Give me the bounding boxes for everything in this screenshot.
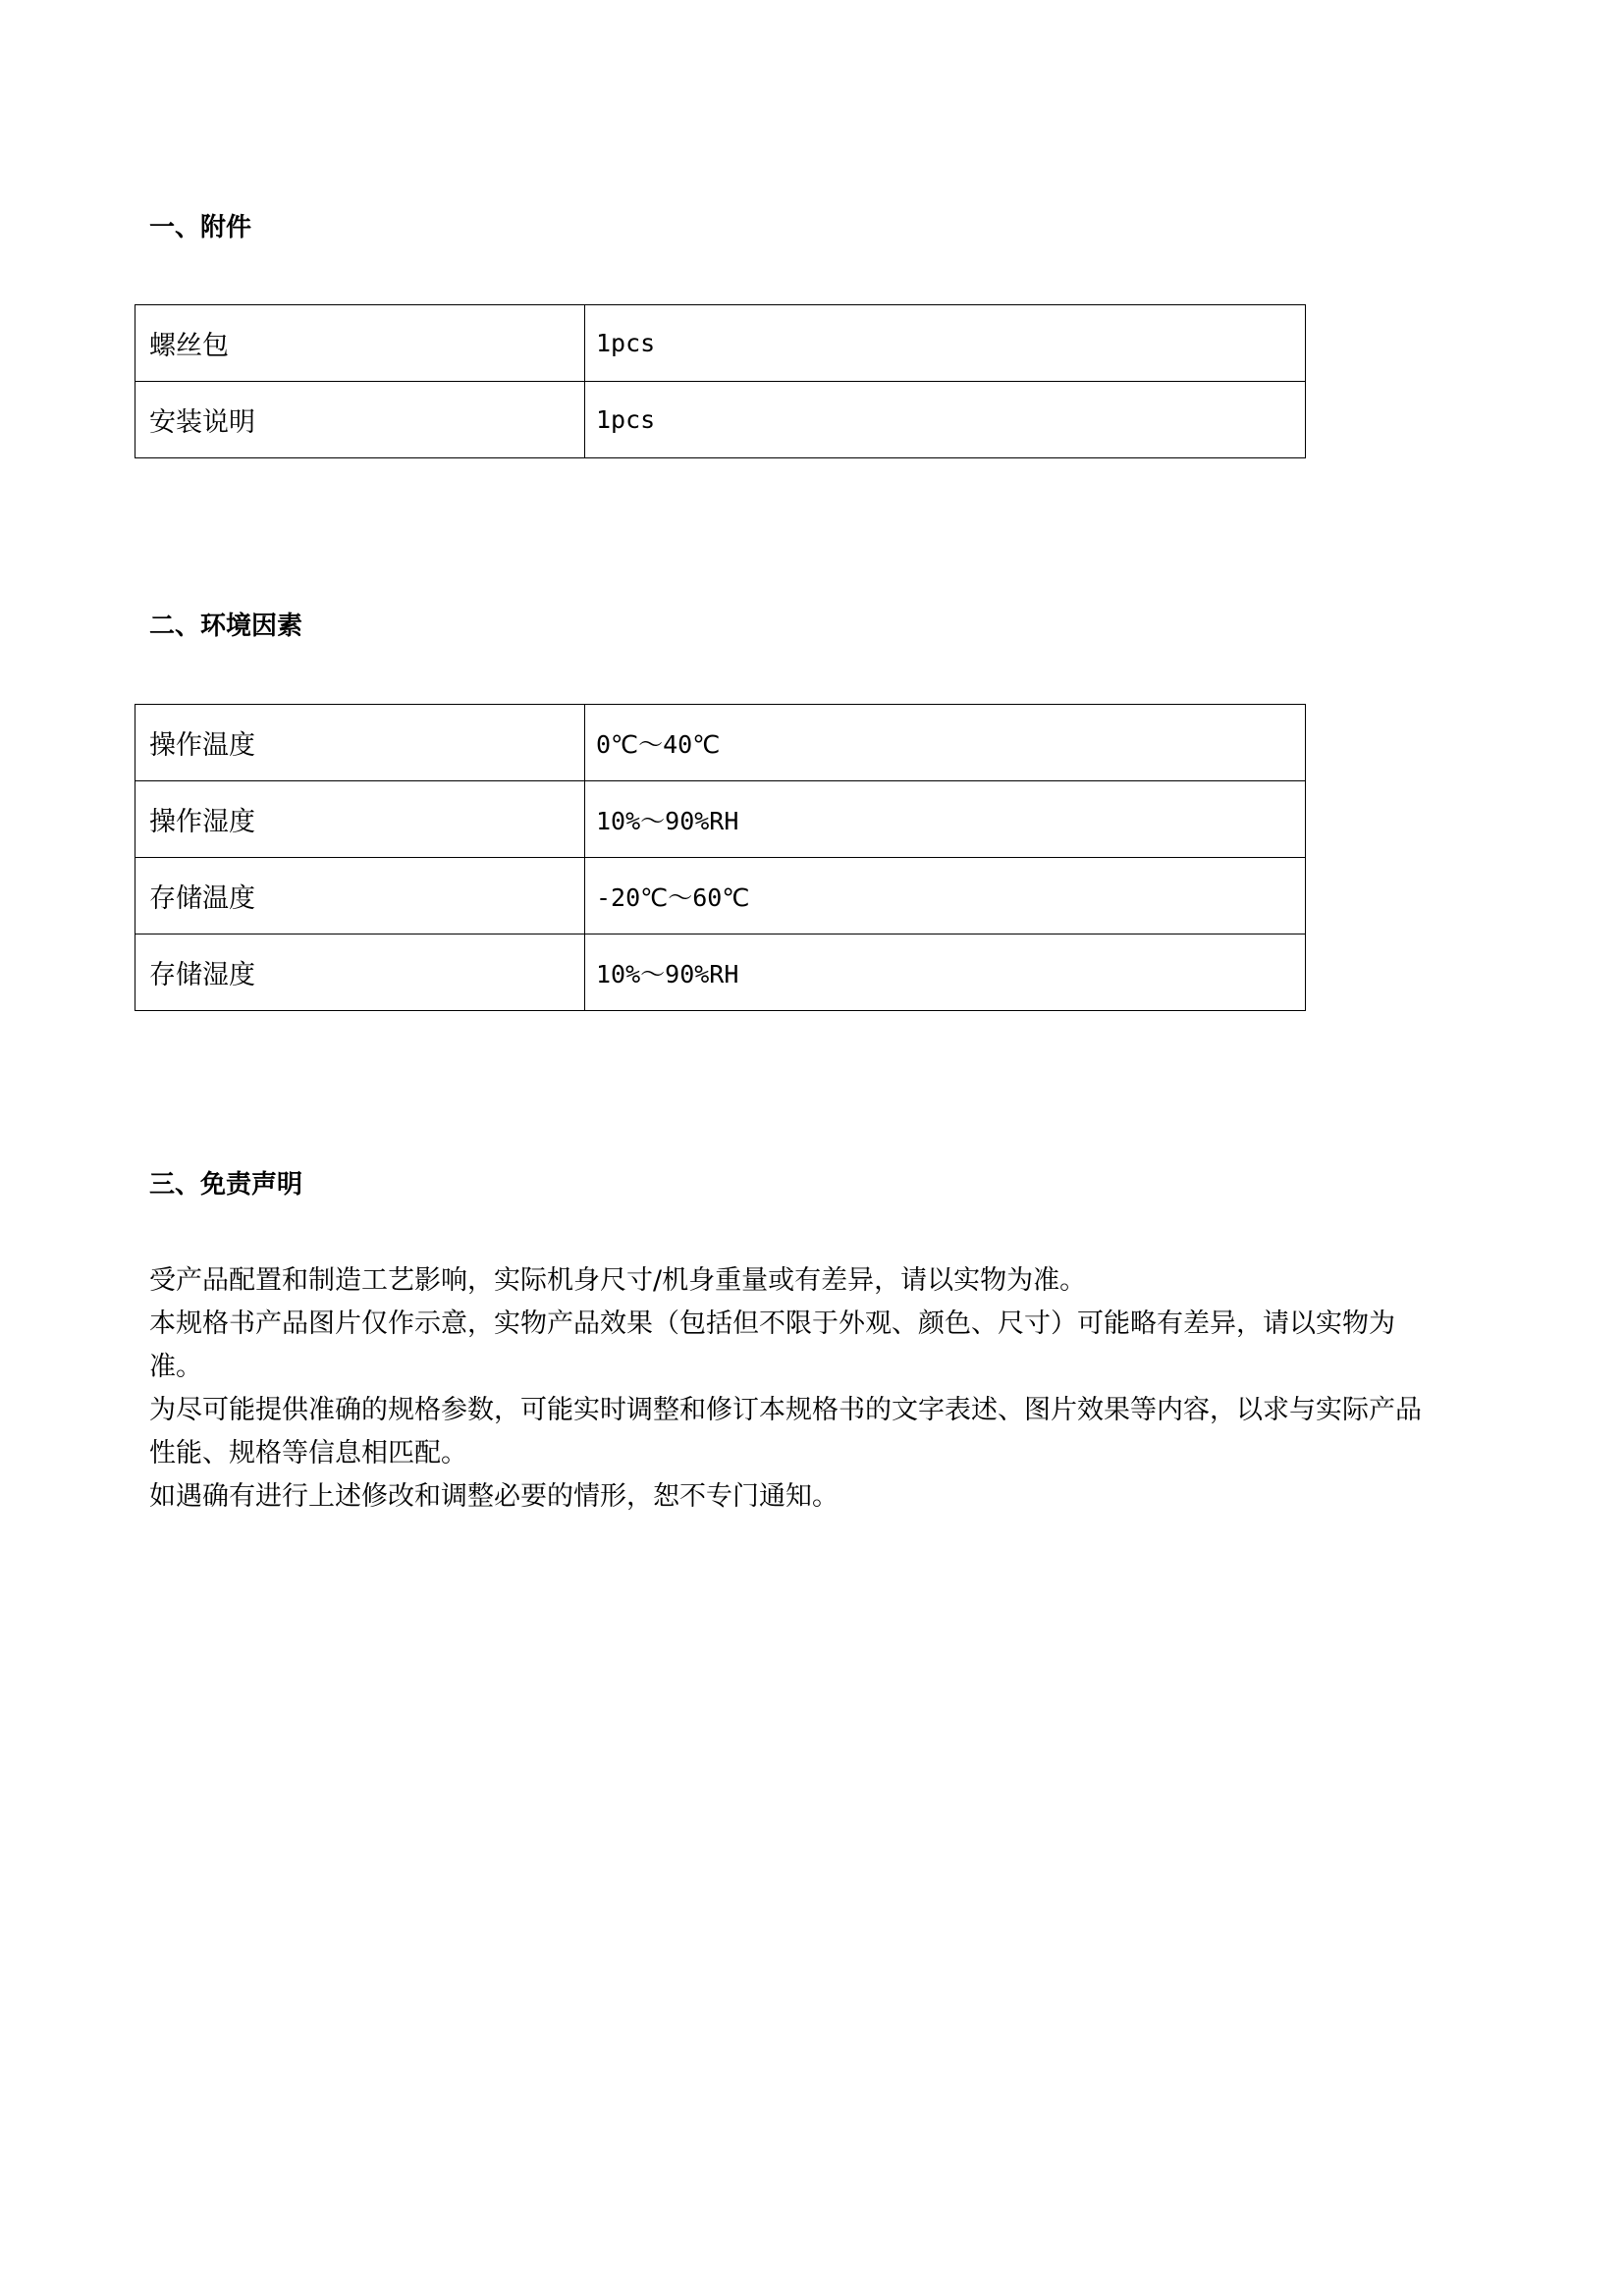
table-row	[135, 382, 1306, 458]
section-accessories-title: 一、附件	[149, 213, 252, 242]
table-row	[135, 858, 1306, 934]
disclaimer-paragraph: 如遇确有进行上述修改和调整必要的情形，恕不专门通知。	[149, 1481, 839, 1512]
disclaimer-body	[149, 1259, 1426, 1519]
disclaimer-paragraph: 本规格书产品图片仅作示意，实物产品效果（包括但不限于外观、颜色、尺寸）可能略有差异，请以实物为准。	[149, 1308, 1395, 1382]
environment-value-cell: -20℃～60℃	[585, 858, 1306, 934]
environment-value-cell: 10%～90%RH	[585, 934, 1306, 1011]
table-row	[135, 305, 1306, 382]
environment-factor-cell: 存储湿度	[135, 934, 585, 1011]
disclaimer-paragraph: 为尽可能提供准确的规格参数，可能实时调整和修订本规格书的文字表述、图片效果等内容，以求与实际产品性能、规格等信息相匹配。	[149, 1395, 1422, 1468]
environment-table	[135, 704, 1306, 1011]
section-disclaimer-title: 三、免责声明	[149, 1170, 303, 1200]
accessory-quantity-cell: 1pcs	[585, 382, 1306, 458]
environment-factor-cell: 操作湿度	[135, 781, 585, 858]
accessory-quantity-cell: 1pcs	[585, 305, 1306, 382]
environment-factor-cell: 存储温度	[135, 858, 585, 934]
accessory-name-cell: 螺丝包	[135, 305, 585, 382]
section-environment-title: 二、环境因素	[149, 612, 303, 641]
table-row	[135, 781, 1306, 858]
environment-value-cell: 0℃～40℃	[585, 705, 1306, 781]
table-row	[135, 934, 1306, 1011]
table-row	[135, 705, 1306, 781]
accessories-table	[135, 304, 1306, 458]
environment-factor-cell: 操作温度	[135, 705, 585, 781]
environment-value-cell: 10%～90%RH	[585, 781, 1306, 858]
accessory-name-cell: 安装说明	[135, 382, 585, 458]
disclaimer-paragraph: 受产品配置和制造工艺影响，实际机身尺寸/机身重量或有差异，请以实物为准。	[149, 1265, 1087, 1296]
